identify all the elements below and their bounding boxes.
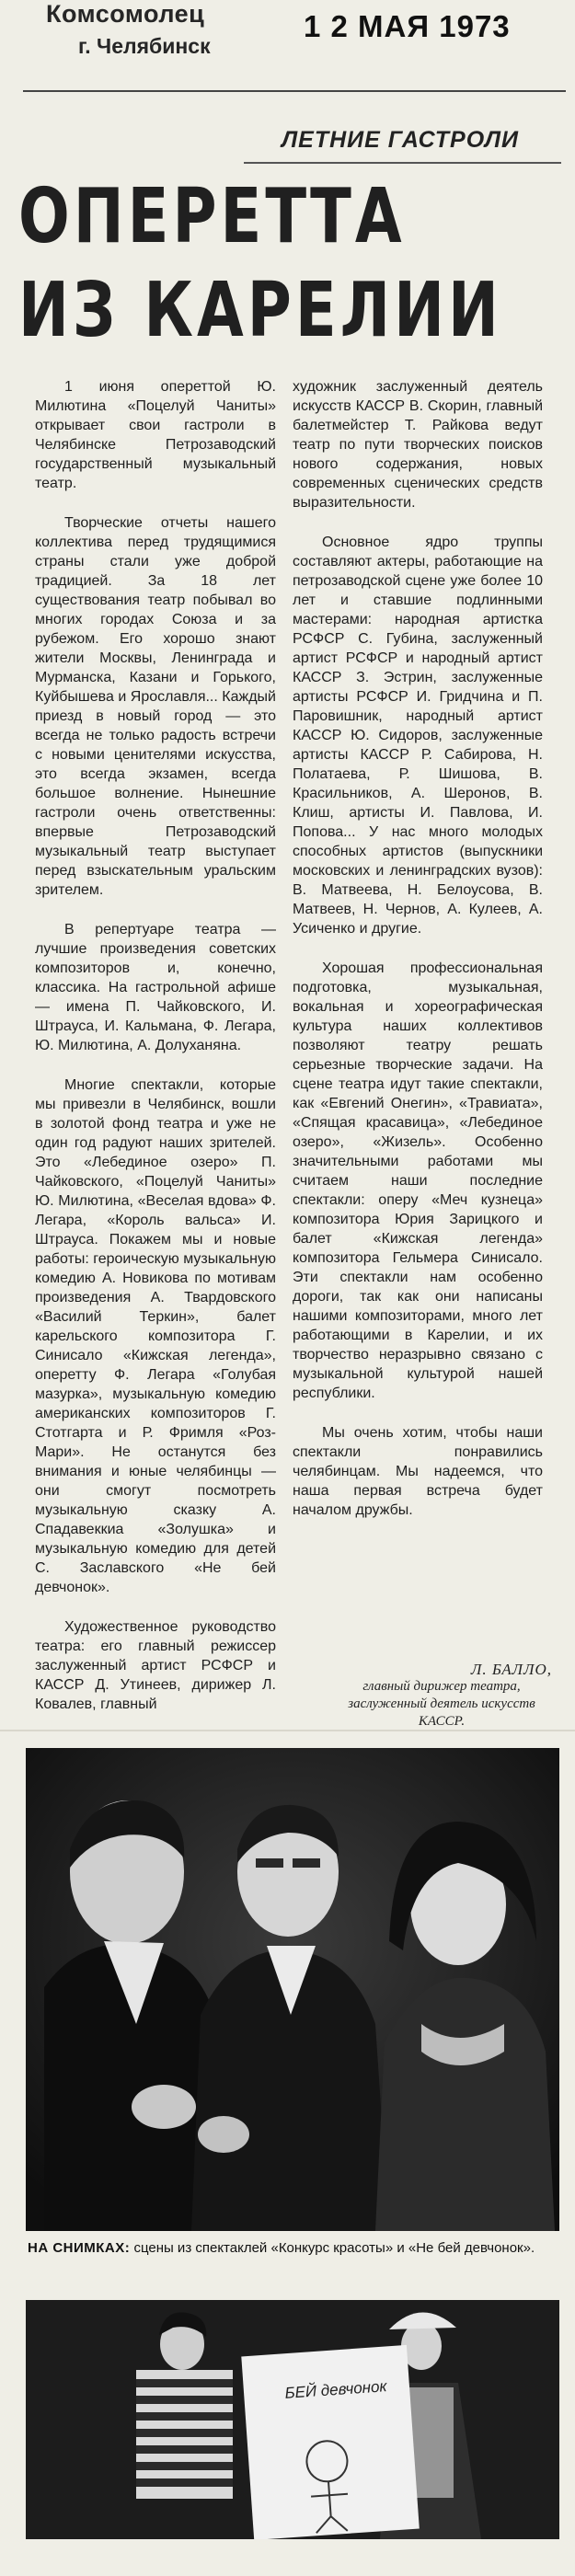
photo-caption: [28, 2238, 543, 2258]
author-position: главный дирижер театра, заслуженный деятель искусств КАССР.: [348, 1679, 535, 1729]
article-column-left: [35, 377, 276, 1714]
striped-shirt: [136, 2370, 233, 2499]
poster-sheet: [241, 2345, 420, 2539]
article-column-right: [293, 377, 543, 1520]
article-paragraph: Творческие отчеты нашего коллектива перед трудящимися страны стали уже доброй традицией. За 18 лет существования театр побывал во многих городах Союза и за рубежом. Его хорошо знают жители Москвы, Ленинграда и Мурманска, Казани и Горького, Куйбышева и Ярославля... Каждый приезд в новый город — это всегда не только радость встречи с новыми ценителями искусства, это всегда экзамен, всегда большое волнение. Нынешние гастроли очень ответственны: впервые Петрозаводский музыкальный театр выступает перед взыскательным уральским зрителем.: [35, 515, 276, 898]
article-paragraph: Мы очень хотим, чтобы наши спектакли понравились челябинцам. Мы надеемся, что наша первая встреча будет началом дружбы.: [293, 1425, 543, 1518]
author-name: Л. БАЛЛО,: [470, 1661, 552, 1678]
headline-line-2: ИЗ КАРЕЛИИ: [18, 267, 502, 354]
newspaper-city: г. Челябинск: [78, 34, 211, 58]
article-paragraph: В репертуаре театра — лучшие произведения советских композиторов и, конечно, классика. На гастрольной афише — имена П. Чайковского, И. Штрауса, И. Кальмана, Ф. Легара, Ю. Милютина, А. Долуханяна.: [35, 922, 276, 1053]
poster-text: БЕЙ девчонок: [283, 2377, 388, 2402]
headline-line-1: ОПЕРЕТТА: [18, 173, 406, 260]
article-paragraph: 1 июня опереттой Ю. Милютина «Поцелуй Чаниты» открывает свои гастроли в Челябинске Петрозаводский государственный музыкальный театр.: [35, 379, 276, 491]
article-paragraph: Художественное руководство театра: его главный режиссер заслуженный артист РСФСР и КАССР Д. Утинеев, дирижер Л. Ковалев, главный: [35, 1619, 276, 1712]
stage-photo-1: [26, 1748, 559, 2231]
issue-date-stamp: [304, 9, 570, 44]
author-signature: [331, 1661, 552, 1731]
rubric-label: ЛЕТНИЕ ГАСТРОЛИ: [282, 127, 519, 153]
stage-photo-1-image: [26, 1748, 559, 2231]
article-paragraph: Хорошая профессиональная подготовка, музыкальная, вокальная и хореографическая культура наших коллективов позволяют театру решать серьезные творческие задачи. На сцене театра идут такие спектакли, как «Евгений Онегин», «Травиата», «Спящая красавица», «Лебединое озеро», «Жизель». Особенно значительными работами мы считаем наши последние спектакли: оперу «Меч кузнеца» композитора Юрия Зарицкого и балет «Кижская легенда» композитора Гельмера Синисало. Эти спектакли нам особенно дороги, так как они написаны нашими композиторами, много лет работающими в Карелии, и их творчество неразрывно связано с музыкальной культурой нашей республики.: [293, 960, 543, 1401]
header-rule: [23, 90, 566, 92]
stage-photo-2: [26, 2300, 559, 2539]
caption-lead: НА СНИМКАХ:: [28, 2240, 131, 2256]
fold-line: [0, 1730, 575, 1731]
newspaper-name: Комсомолец: [46, 0, 205, 28]
caption-text: сцены из спектаклей «Конкурс красоты» и «Не бей девчонок».: [133, 2240, 535, 2256]
article-paragraph: Основное ядро труппы составляют актеры, работающие на петрозаводской сцене уже более 10 лет и ставшие подлинными мастерами: народная артистка РСФСР С. Губина, заслуженный артист РСФСР и народный артист КАССР З. Эстрин, заслуженные артисты РСФСР И. Гридчина и П. Паровишник, народный артист КАССР Ю. Сидоров, заслуженные артисты КАССР Р. Сабирова, Н. Полатаева, Р. Шишова, В. Красильников, А. Шеронов, В. Клиш, артисты И. Павлова, И. Попова... У нас много молодых способных артистов (выпускники московских и ленинградских вузов): В. Матвеева, Н. Белоусова, В. Матвеев, Н. Чернов, А. Кулеев, А. Усиченко и другие.: [293, 535, 543, 937]
date-stamp-text: 1 2 МАЯ 1973: [304, 9, 511, 43]
stage-photo-2-image: [26, 2300, 559, 2539]
rubric-underline: [244, 162, 561, 164]
article-paragraph: художник заслуженный деятель искусств КАССР В. Скорин, главный балетмейстер Т. Райкова ведут театр по пути творческих поисков нового содержания, новых современных сценических средств выразительности.: [293, 379, 543, 511]
article-paragraph: Многие спектакли, которые мы привезли в Челябинск, вошли в золотой фонд театра и уже не один год радуют наших зрителей. Это «Лебединое озеро» П. Чайковского, «Поцелуй Чаниты» Ю. Милютина, «Веселая вдова» Ф. Легара, «Король вальса» И. Штрауса. Покажем мы и новые работы: героическую музыкальную комедию А. Новикова по мотивам произведения А. Твардовского «Василий Теркин», балет карельского композитора Г. Синисало «Кижская легенда», оперетту Ф. Легара «Голубая мазурка», музыкальную комедию американских композиторов Г. Стотгарта и Р. Фримля «Роз-Мари». Не останутся без внимания и юные челябинцы — они смогут посмотреть музыкальную сказку А. Спадавеккиа «Золушка» и музыкальную комедию для детей С. Заславского «Не бей девчонок».: [35, 1077, 276, 1595]
